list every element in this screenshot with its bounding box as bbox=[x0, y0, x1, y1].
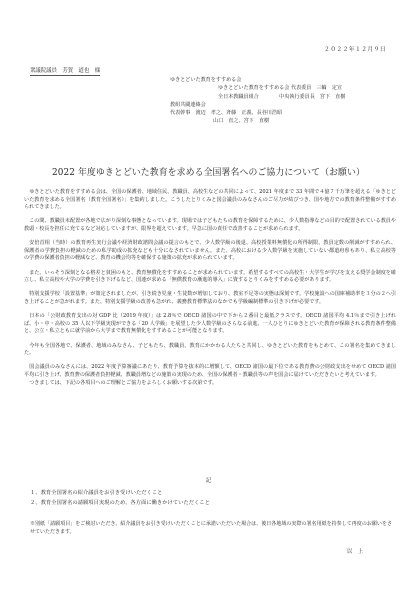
body-paragraph: 日本の「公財政教育支出の対 GDP 比（2019 年度）」は 2.8％で OECD 諸国の中で下から２番目と最低クラスです。OECD 諸国平均 4.1％まで引き上げれば、小・中・高校の 35 人以下学級実現ができる「20 人学級」を展望した少人数学級のさらなる前進、一人ひとりにゆきとどいた教育が保障される教育条件整備と、公立・私立ともに就学前から大学まで教育無償化をすすめることが可能となります。 bbox=[24, 313, 396, 335]
sender-line: ゆきとどいた教育をすすめる会 代表委員 三輪 定宣 bbox=[218, 85, 342, 92]
sender-representatives: 代表幹事 渡辺 孝之、斉藤 正義、長谷川浩昭 bbox=[170, 110, 283, 116]
sender-line: 全日本教職員組合 中央執行委員長 宮下 直樹 bbox=[218, 93, 346, 100]
sender-organization: ゆきとどいた教育をすすめる会 bbox=[170, 77, 242, 83]
note-text: ※別紙「請願項目」をご検討いただき、紹介議員をお引き受けいただくことに承諾いただいた場合は、後日各地域の実際の署名用紙を持参して再度のお願いをさせていただきます。 bbox=[30, 521, 392, 535]
request-item: ２、教育全国署名の請願項目実現のため、各方面に働きかけていただくこと bbox=[30, 500, 210, 507]
body-paragraph: 今年も全国各地で、保護者、地域のみなさん、子どもたち、教職員、教育にかかわる人たちと共同し、ゆきとどいた教育をもとめて、この署名を集めてきました。 bbox=[24, 342, 396, 357]
body-paragraph: ゆきとどいた教育をすすめる会は、全国の保護者、地域住民、教職員、高校生などの共同によって、2021 年度まで 33 年間で４億７千万筆を超える「ゆきとどいた教育を求める全国署名（教育全国署名）」を集約しました。こうしたとりくみと国会議員のみなさんのご尽力が結びつき、国や地方での教育条件整備がすすめられてきました。 bbox=[24, 189, 396, 211]
ki-heading: 記 bbox=[205, 478, 212, 484]
letter-title: 2022 年度ゆきとどいた教育を求める全国署名へのご協力について（お願い） bbox=[52, 168, 365, 178]
sender-line: 教組共闘連絡会 bbox=[170, 101, 206, 108]
sender-representatives-cont: 山口 直之、宮下 直樹 bbox=[213, 118, 270, 125]
letter-date: ２０２２年１２月９日 bbox=[324, 47, 386, 53]
sender-block bbox=[170, 76, 345, 126]
body-paragraph: つきましては、下記の各項目へのご理解とご協力をよろしくお願いする次第です。 bbox=[29, 379, 218, 386]
body-paragraph: 国会議員のみなさんには、2022 年度予算審議にあたり、教育予算を抜本的に増額して、OECD 諸国の最下位である教育費の公財政支出をせめて OECD 諸国平均に引き上げ、教育費の保護者負担軽減、教職員増などの施策の実現のため、全国の保護者・教職員等の声を国会に届けていただきたいと考えています。 bbox=[24, 364, 396, 379]
body-paragraph: また、いっそう深刻となる格差と貧困のもと、教育無償化をすすめることが求められています。希望するすべての高校生・大学生が学びを支える奨学金制度を確立し、私立高校や大学の学費を引き下げるなど、国連が求める「無償教育の漸進的導入」に資するとりくみをすすめる必要があります。 bbox=[24, 269, 396, 284]
body-paragraph: 特別支援学校「設置基準」が策定されましたが、引き続き児童・生徒数が増加しており、教室不足等の実態は深刻です。学校施設への国庫補助率を３分の２へ引き上げることが急がれます。また、特別支援学級の改善も急がれ、義務教育標準法のなかでも学級編制標準の引き下げが必要です。 bbox=[24, 291, 396, 306]
recipient-name: 衆議院議員 芳賀 道也 様 bbox=[30, 68, 101, 74]
letter-body bbox=[24, 189, 396, 394]
body-paragraph: この間、教職員未配置が各地で広がり深刻な事態となっています。現場では子どもたちの教育を保障するために、少人数指導などの目的で配置されている教員や教頭・校長を担任に充てるなど対応していますが、限界を超えています。早急に国の責任で改善することが求められます。 bbox=[24, 218, 396, 233]
body-paragraph: 安倍首相（当時）の教育再生実行会議や経済財政諮問会議の提言のもとで、少人数学級の後退、高校授業料無償化の所得制限、教員定数の削減がすすめられ、保護者の学費負担の軽減のための私学助成の拡充なども十分になされていません。また、高校における少人数学級を実施していない都道府県もあり、私立高校等の学費の保護者負担の軽減など、教育の機会均等を確保する施策の拡充が求められています。 bbox=[24, 240, 396, 262]
request-items bbox=[30, 488, 210, 508]
closing-mark: 以 上 bbox=[346, 549, 363, 555]
request-item: １、教育全国署名の紹介議員をお引き受けいただくこと bbox=[30, 490, 163, 496]
